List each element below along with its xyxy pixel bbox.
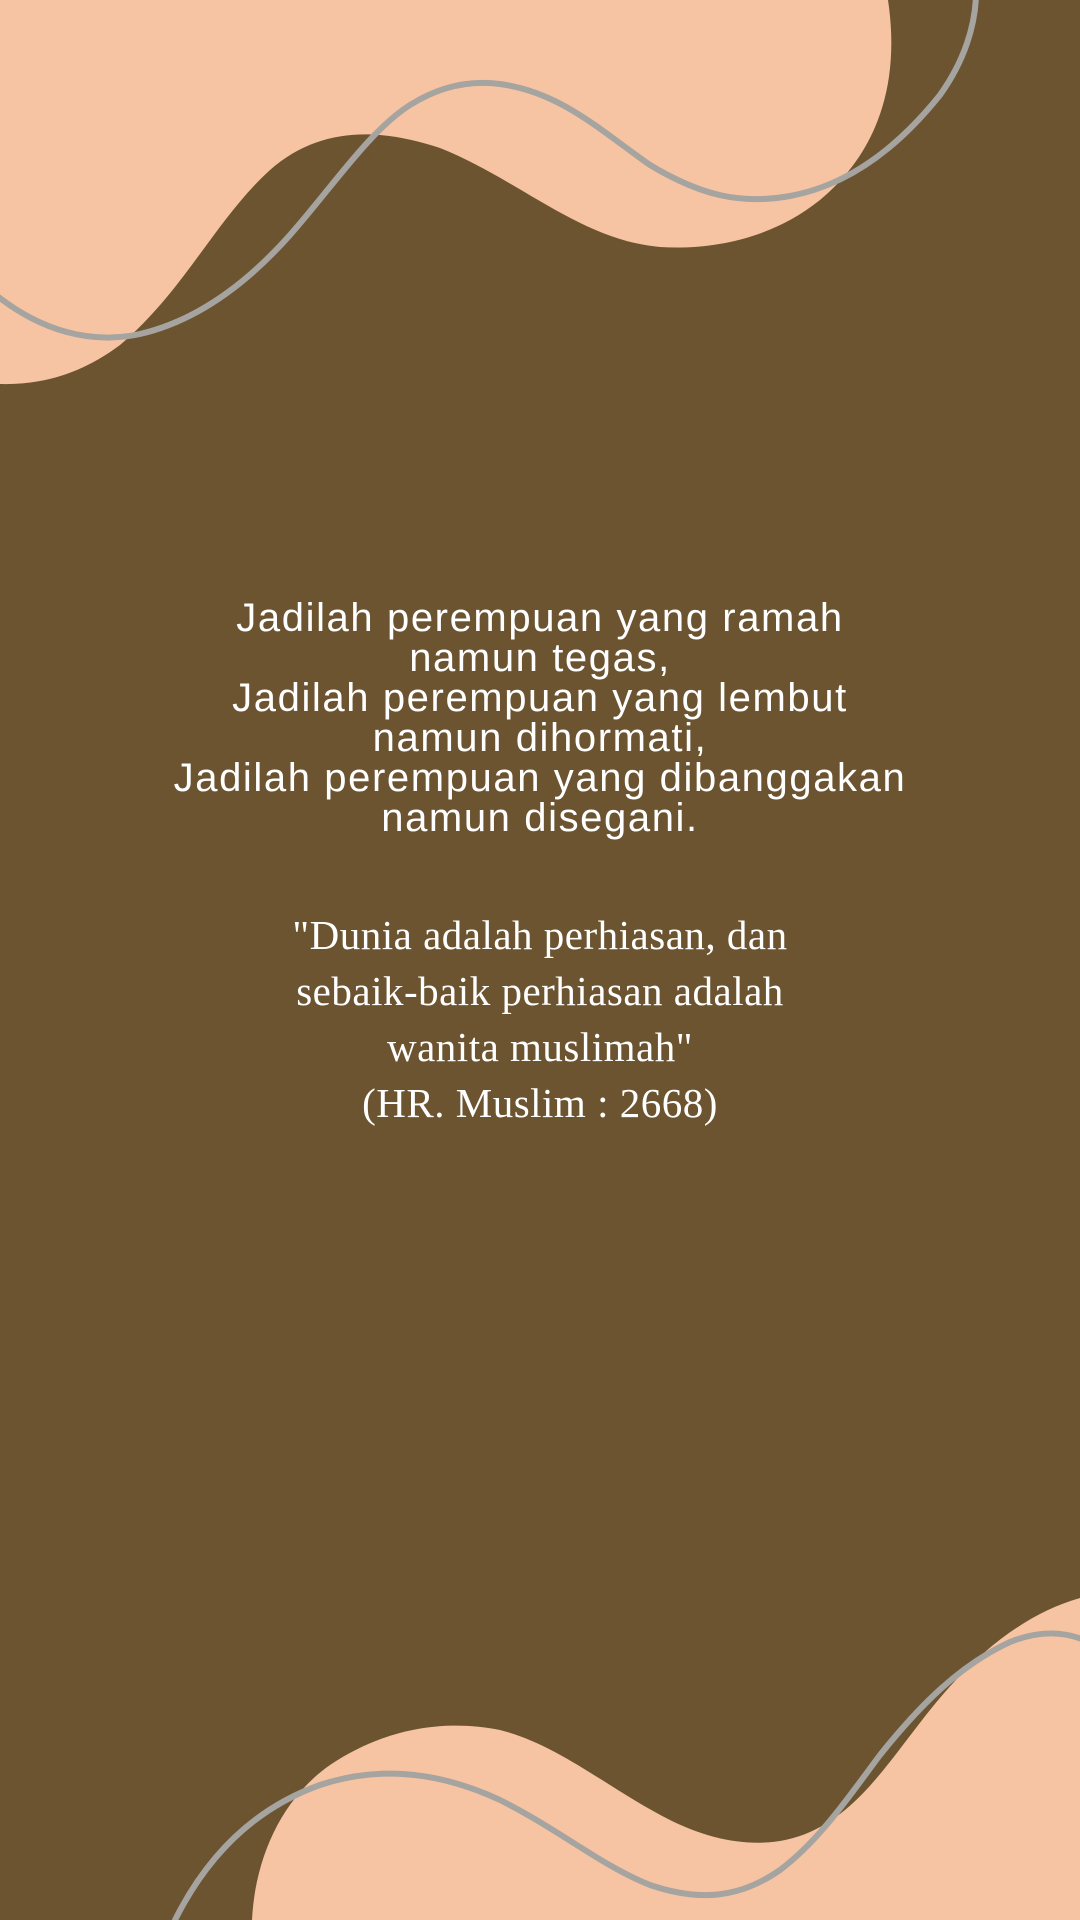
quote-source: (HR. Muslim : 2668) [362,1080,718,1126]
quote-line: sebaik-baik perhiasan adalah [296,968,784,1014]
poem-line: Jadilah perempuan yang ramah [236,596,844,640]
poem-line: Jadilah perempuan yang lembut [232,676,848,720]
poem-line: namun disegani. [381,796,699,840]
hadith-quote [140,907,940,1131]
poem-text [90,598,990,838]
poem-line: namun tegas, [409,636,671,680]
quote-line: wanita muslimah" [387,1024,693,1070]
quote-line: "Dunia adalah perhiasan, dan [292,912,788,958]
poem-line: namun dihormati, [372,716,708,760]
poem-line: Jadilah perempuan yang dibanggakan [173,756,907,800]
